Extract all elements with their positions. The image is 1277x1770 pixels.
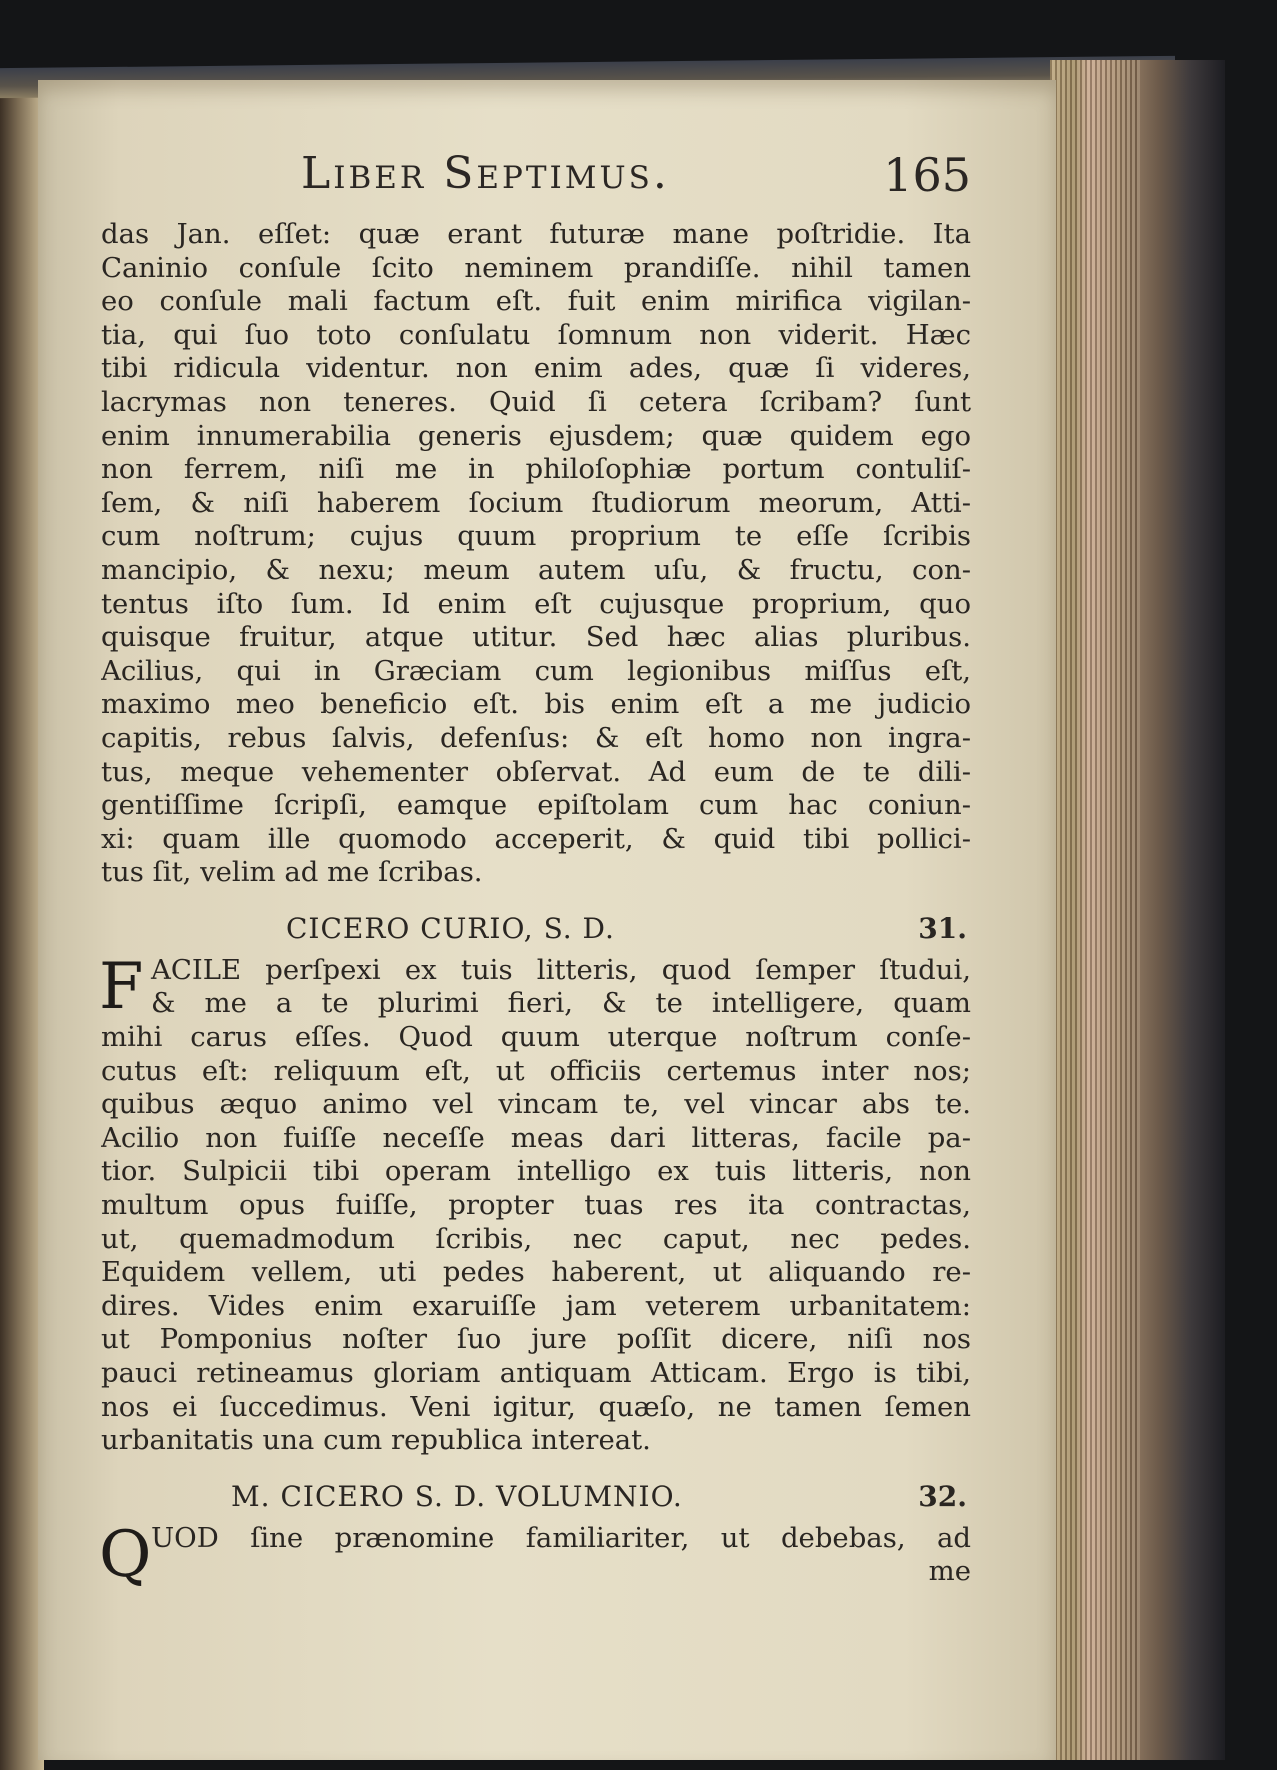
text-line: cutus eſt: reliquum eſt, ut officiis certemus inter nos; [101, 1054, 971, 1087]
text-line: lacrymas non teneres. Quid ſi cetera ſcribam? ſunt [101, 385, 971, 418]
text-line: non ferrem, niſi me in philoſophiæ portum contuliſ- [101, 453, 971, 486]
text-line: capitis, rebus ſalvis, defenſus: & eſt homo non ingra- [101, 721, 971, 754]
text-line: Equidem vellem, uti pedes haberent, ut aliquando re- [101, 1256, 971, 1289]
letter-32-body [99, 1517, 971, 1592]
text-line: pauci retineamus gloriam antiquam Atticam. Ergo is tibi, [101, 1357, 971, 1389]
letter-address: CICERO CURIO, S. D. [286, 911, 615, 945]
page-number: 165 [883, 148, 971, 202]
book-page [38, 80, 1056, 1760]
text-line: Acilius, qui in Græciam cum legionibus miſſus eſt, [101, 654, 971, 687]
text-line: quisque fruitur, atque utitur. Sed hæc alias pluribus. [101, 621, 971, 654]
text-line: maximo meo beneficio eſt. bis enim eſt a me judicio [101, 688, 971, 721]
catchword: me [928, 1555, 971, 1588]
text-line: enim innumerabilia generis ejusdem; quæ quidem ego [101, 419, 971, 452]
text-line: & me a te plurimi fieri, & te intelligere, quam [151, 987, 971, 1020]
letter-32-heading [101, 1466, 971, 1522]
text-line: urbanitatis una cum republica intereat. [101, 1424, 651, 1457]
text-line: mancipio, & nexu; meum autem uſu, & fructu, con- [101, 553, 971, 586]
text-line: tus ſit, velim ad me ſcribas. [101, 856, 483, 889]
page-header [101, 148, 971, 218]
page-stack-edge [1050, 60, 1225, 1760]
text-line: Caninio conſule ſcito neminem prandiſſe. nihil tamen [101, 251, 971, 284]
text-line: ACILE perſpexi ex tuis litteris, quod ſemper ſtudui, [151, 953, 971, 986]
text-line: tior. Sulpicii tibi operam intelligo ex tuis litteris, non [101, 1155, 971, 1188]
text-line: tentus iſto ſum. Id enim eſt cujusque proprium, quo [101, 587, 971, 620]
letter-31-body [99, 949, 971, 1458]
text-line: ut Pomponius noſter ſuo jure poſſit dicere, niſi nos [101, 1323, 971, 1356]
text-line: tus, meque vehementer obſervat. Ad eum de te dili- [101, 755, 971, 788]
page-content [99, 148, 971, 1592]
drop-capital: F [99, 949, 144, 1024]
text-line: mihi carus eſſes. Quod quum uterque noſtrum conſe- [101, 1021, 971, 1054]
text-line: ut, quemadmodum ſcribis, nec caput, nec pedes. [101, 1222, 971, 1255]
text-line: dires. Vides enim exaruiſſe jam veterem urbanitatem: [101, 1289, 971, 1322]
drop-capital: Q [99, 1517, 152, 1592]
continued-letter-text [101, 218, 971, 890]
text-line: gentiſſime ſcripſi, eamque epiſtolam cum hac coniun- [101, 789, 971, 822]
text-line: cum noſtrum; cujus quum proprium te eſſe ſcribis [101, 520, 971, 553]
text-line: ſem, & niſi haberem ſocium ſtudiorum meorum, Atti- [101, 486, 971, 519]
text-line: UOD ſine prænomine familiariter, ut debebas, ad [151, 1521, 971, 1554]
text-line: xi: quam ille quomodo acceperit, & quid tibi pollici- [101, 822, 971, 855]
text-line: tia, qui ſuo toto conſulatu ſomnum non viderit. Hæc [101, 318, 971, 351]
text-line: das Jan. eſſet: quæ erant futuræ mane poſtridie. Ita [101, 218, 971, 250]
text-line: tibi ridicula videntur. non enim ades, quæ ſi videres, [101, 352, 971, 385]
text-line: nos ei ſuccedimus. Veni igitur, quæſo, ne tamen ſemen [101, 1390, 971, 1423]
letter-31-heading [101, 898, 971, 954]
letter-number: 31. [918, 911, 967, 945]
letter-number: 32. [918, 1479, 967, 1513]
running-title: Liber Septimus. [301, 148, 670, 199]
text-line: multum opus fuiſſe, propter tuas res ita contractas, [101, 1189, 971, 1222]
letter-address: M. CICERO S. D. VOLUMNIO. [231, 1479, 683, 1513]
text-line: quibus æquo animo vel vincam te, vel vincar abs te. [101, 1088, 971, 1121]
text-line: eo conſule mali factum eſt. fuit enim mirifica vigilan- [101, 285, 971, 318]
text-line: Acilio non fuiſſe neceſſe meas dari litteras, facile pa- [101, 1121, 971, 1154]
